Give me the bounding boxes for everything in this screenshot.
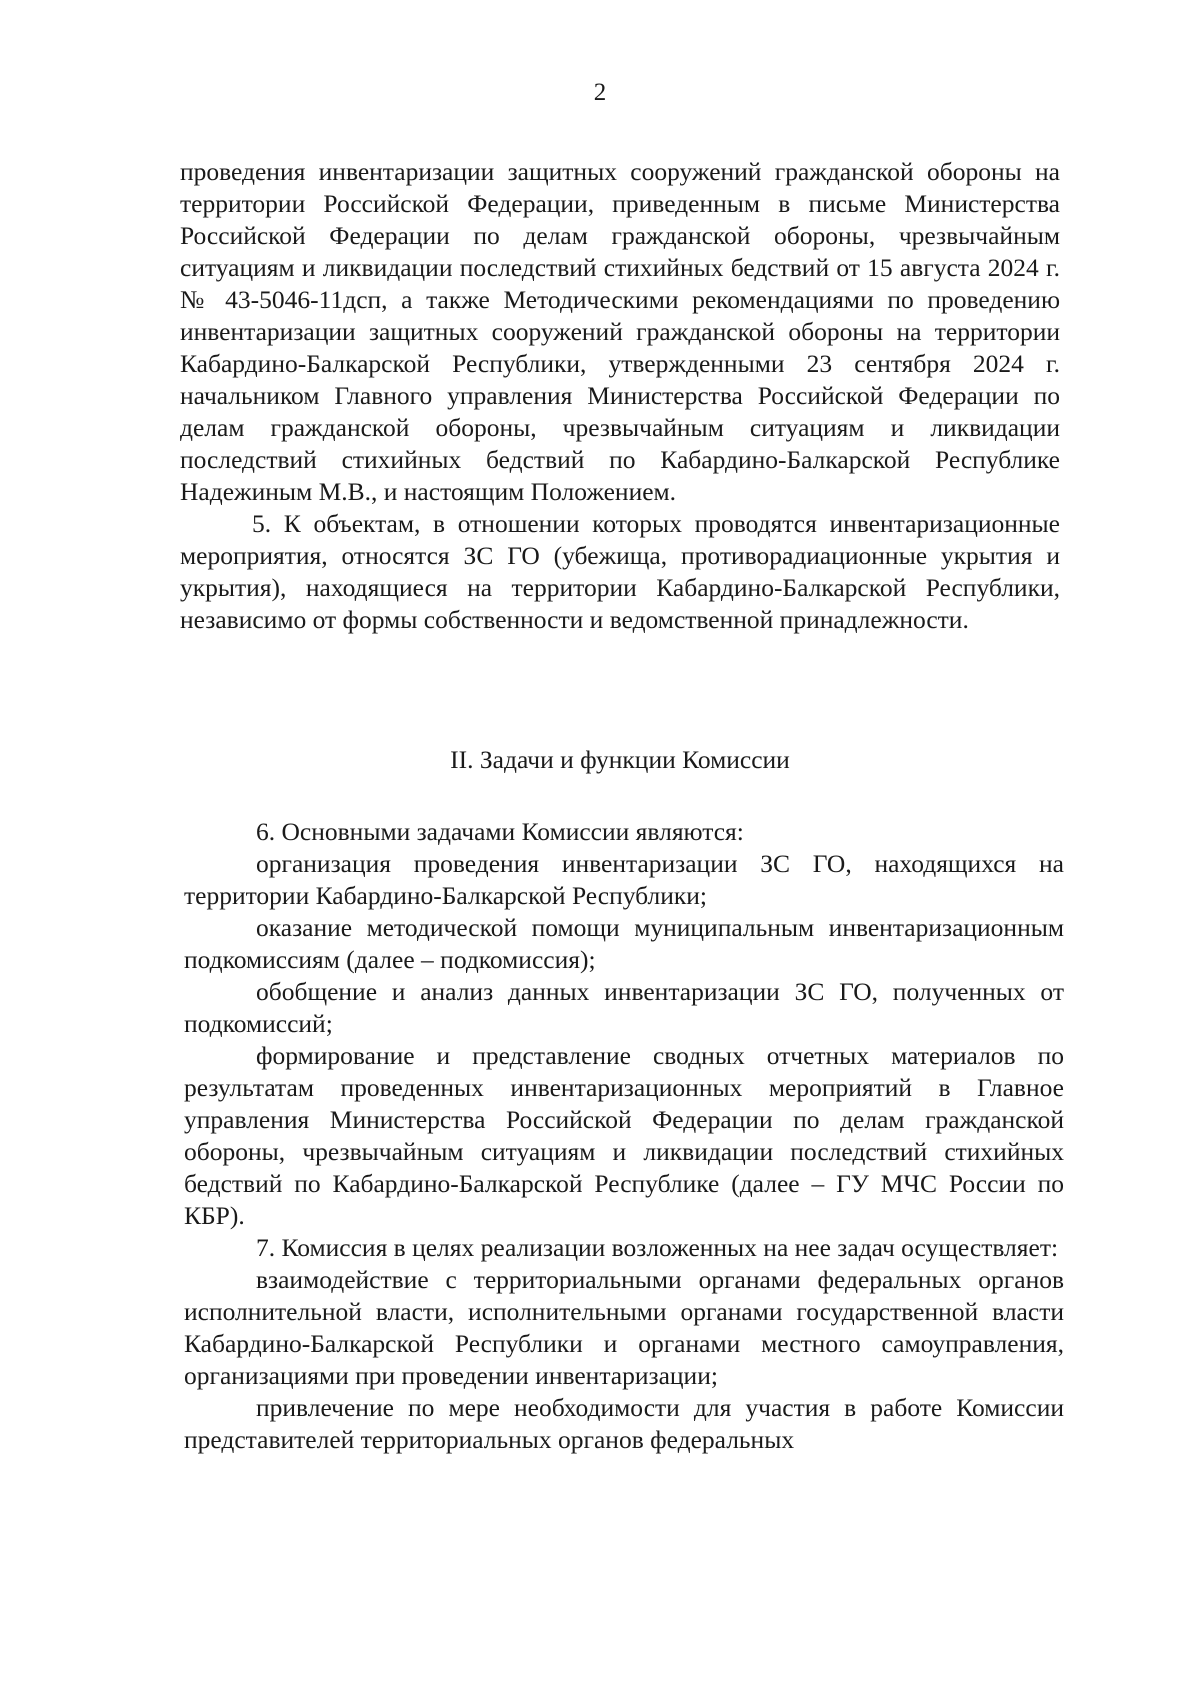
text-block-bottom xyxy=(184,816,1064,1456)
paragraph-5: 5. К объектам, в отношении которых проводятся инвентаризационные мероприятия, относятся ЗС ГО (убежища, противорадиационные укрытия и укрытия), находящиеся на территории Кабардино-Балкарской Республики, независимо от формы собственности и ведомственной принадлежности. xyxy=(180,509,1060,634)
paragraph-7-item: взаимодействие с территориальными органами федеральных органов исполнительной власти, исполнительными органами государственной власти Кабардино-Балкарской Республики и органами местного самоуправления, организациями при проведении инвентаризации; xyxy=(184,1265,1064,1390)
paragraph-6-intro: 6. Основными задачами Комиссии являются: xyxy=(256,817,744,846)
paragraph-6-item: организация проведения инвентаризации ЗС ГО, находящихся на территории Кабардино-Балкарской Республики; xyxy=(184,849,1064,910)
paragraph-7-item: привлечение по мере необходимости для участия в работе Комиссии представителей территориальных органов федеральных xyxy=(184,1393,1064,1454)
paragraph-7-intro: 7. Комиссия в целях реализации возложенных на нее задач осуществляет: xyxy=(256,1233,1059,1262)
page-number: 2 xyxy=(593,79,607,106)
text-block-top xyxy=(180,156,1060,636)
section-heading: II. Задачи и функции Комиссии xyxy=(450,745,790,774)
paragraph-6-item: формирование и представление сводных отчетных материалов по результатам проведенных инвентаризационных мероприятий в Главное управления Министерства Российской Федерации по делам гражданской обороны, чрезвычайным ситуациям и ликвидации последствий стихийных бедствий по Кабардино-Балкарской Республике (далее – ГУ МЧС России по КБР). xyxy=(184,1041,1064,1230)
paragraph-6-item: оказание методической помощи муниципальным инвентаризационным подкомиссиям (далее – подкомиссия); xyxy=(184,913,1064,974)
paragraph-6-item: обобщение и анализ данных инвентаризации ЗС ГО, полученных от подкомиссий; xyxy=(184,977,1064,1038)
paragraph-continuation: проведения инвентаризации защитных сооружений гражданской обороны на территории Российской Федерации, приведенным в письме Министерства Российской Федерации по делам гражданской обороны, чрезвычайным ситуациям и ликвидации последствий стихийных бедствий от 15 августа 2024 г. № 43-5046-11дсп, а также Методическими рекомендациями по проведению инвентаризации защитных сооружений гражданской обороны на территории Кабардино-Балкарской Республики, утвержденными 23 сентября 2024 г. начальником Главного управления Министерства Российской Федерации по делам гражданской обороны, чрезвычайным ситуациям и ликвидации последствий стихийных бедствий по Кабардино-Балкарской Республике Надежиным М.В., и настоящим Положением. xyxy=(180,157,1060,506)
